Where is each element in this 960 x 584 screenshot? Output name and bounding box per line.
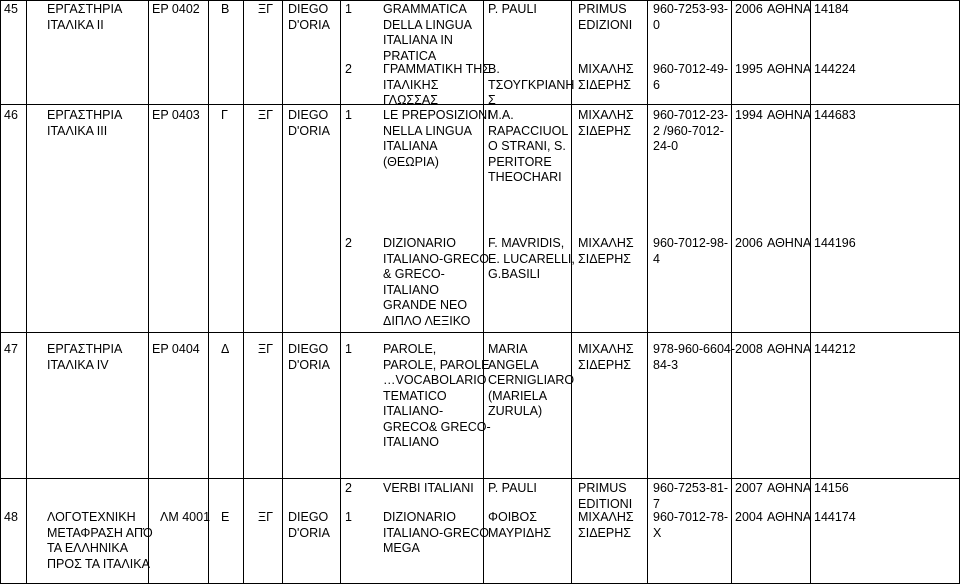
book-city: ΑΘΗΝΑ: [767, 236, 812, 250]
column-divider: [26, 0, 27, 584]
column-divider: [340, 0, 341, 584]
course-type: ΞΓ: [258, 2, 274, 16]
book-author: F. MAVRIDIS, E. LUCARELLI, G.BASILI: [488, 236, 575, 281]
book-author: P. PAULI: [488, 481, 537, 495]
book-title: DIZIONARIO ITALIANO-GRECO & GRECO- ITALIANO GRANDE NEO ΔΙΠΛΟ ΛΕΞΙΚΟ: [383, 236, 490, 328]
book-number: 1: [345, 108, 352, 122]
course-type: ΞΓ: [258, 510, 274, 524]
book-isbn: 960-7012-49- 6: [653, 62, 729, 92]
book-year: 2007: [735, 481, 763, 495]
book-number: 1: [345, 2, 352, 16]
book-publisher: PRIMUS EDITIONI: [578, 481, 633, 511]
book-publisher: PRIMUS EDIZIONI: [578, 2, 633, 32]
course-type: ΞΓ: [258, 342, 274, 356]
book-isbn: 960-7253-93- 0: [653, 2, 729, 32]
book-number: 2: [345, 236, 352, 250]
course-title: ΕΡΓΑΣΤΗΡΙΑ ΙΤΑΛΙΚΑ ΙΙΙ: [47, 108, 123, 138]
course-semester: Ε: [221, 510, 230, 524]
book-id: 144212: [814, 342, 856, 356]
book-publisher: ΜΙΧΑΛΗΣ ΣΙΔΕΡΗΣ: [578, 62, 634, 92]
course-teacher: DIEGO D'ORIA: [288, 510, 330, 540]
book-number: 1: [345, 510, 352, 524]
book-year: 2004: [735, 510, 763, 524]
row-divider: [0, 0, 960, 1]
course-teacher: DIEGO D'ORIA: [288, 2, 330, 32]
course-number: 48: [4, 510, 18, 524]
book-isbn: 960-7012-98- 4: [653, 236, 729, 266]
course-type: ΞΓ: [258, 108, 274, 122]
book-year: 1995: [735, 62, 763, 76]
column-divider: [647, 0, 648, 584]
row-divider: [0, 332, 960, 333]
course-semester: Β: [221, 2, 230, 16]
book-number: 2: [345, 62, 352, 76]
book-city: ΑΘΗΝΑ: [767, 342, 812, 356]
column-divider: [208, 0, 209, 584]
book-year: 2006: [735, 2, 763, 16]
book-city: ΑΘΗΝΑ: [767, 62, 812, 76]
book-title: GRAMMATICA DELLA LINGUA ITALIANA IN PRATICA: [383, 2, 472, 63]
book-title: PAROLE, PAROLE, PAROLE …VOCABOLARIO TEMATICO ITALIANO- GRECO& GRECO- ITALIANO: [383, 342, 491, 449]
book-number: 2: [345, 481, 352, 495]
course-teacher: DIEGO D'ORIA: [288, 108, 330, 138]
book-city: ΑΘΗΝΑ: [767, 510, 812, 524]
book-isbn: 960-7012-23- 2 /960-7012- 24-0: [653, 108, 729, 153]
book-author: MARIA ANGELA CERNIGLIARO (MARIELA ZURULA): [488, 342, 575, 418]
course-code: ΕΡ 0402: [152, 2, 200, 16]
book-year: 2008: [735, 342, 763, 356]
book-publisher: ΜΙΧΑΛΗΣ ΣΙΔΕΡΗΣ: [578, 108, 634, 138]
book-id: 14184: [814, 2, 849, 16]
book-city: ΑΘΗΝΑ: [767, 2, 812, 16]
book-author: ΦΟΙΒΟΣ ΜΑΥΡΙΔΗΣ: [488, 510, 552, 540]
course-title: ΕΡΓΑΣΤΗΡΙΑ ΙΤΑΛΙΚΑ ΙΙ: [47, 2, 123, 32]
book-isbn: 960-7012-78- X: [653, 510, 729, 540]
book-number: 1: [345, 342, 352, 356]
book-year: 1994: [735, 108, 763, 122]
book-id: 14156: [814, 481, 849, 495]
book-id: 144174: [814, 510, 856, 524]
course-semester: Δ: [221, 342, 230, 356]
column-divider: [731, 0, 732, 584]
course-semester: Γ: [221, 108, 228, 122]
book-publisher: ΜΙΧΑΛΗΣ ΣΙΔΕΡΗΣ: [578, 342, 634, 372]
course-number: 45: [4, 2, 18, 16]
column-divider: [0, 0, 1, 584]
course-title: ΕΡΓΑΣΤΗΡΙΑ ΙΤΑΛΙΚΑ IV: [47, 342, 123, 372]
column-divider: [243, 0, 244, 584]
book-city: ΑΘΗΝΑ: [767, 108, 812, 122]
course-code: ΕΡ 0404: [152, 342, 200, 356]
course-number: 46: [4, 108, 18, 122]
book-publisher: ΜΙΧΑΛΗΣ ΣΙΔΕΡΗΣ: [578, 236, 634, 266]
book-publisher: ΜΙΧΑΛΗΣ ΣΙΔΕΡΗΣ: [578, 510, 634, 540]
book-title: LE PREPOSIZIONI NELLA LINGUA ITALIANA (ΘΕΩΡΙΑ): [383, 108, 491, 169]
course-number: 47: [4, 342, 18, 356]
column-divider: [148, 0, 149, 584]
book-title: DIZIONARIO ITALIANO-GRECO MEGA: [383, 510, 490, 555]
book-author: Β. ΤΣΟΥΓΚΡΙΑΝΗ Σ: [488, 62, 575, 107]
course-code: ΕΡ 0403: [152, 108, 200, 122]
course-code: ΛΜ 4001: [160, 510, 211, 524]
book-author: P. PAULI: [488, 2, 537, 16]
book-city: ΑΘΗΝΑ: [767, 481, 812, 495]
book-title: ΓΡΑΜΜΑΤΙΚΗ ΤΗΣ ΙΤΑΛΙΚΗΣ ΓΛΩΣΣΑΣ: [383, 62, 490, 107]
course-title: ΛΟΓΟΤΕΧΝΙΚΗ ΜΕΤΑΦΡΑΣΗ ΑΠΌ ΤΑ ΕΛΛΗΝΙΚΑ ΠΡΟΣ ΤΑ ΙΤΑΛΙΚΑ: [47, 510, 153, 571]
column-divider: [282, 0, 283, 584]
book-year: 2006: [735, 236, 763, 250]
course-teacher: DIEGO D'ORIA: [288, 342, 330, 372]
book-id: 144224: [814, 62, 856, 76]
book-id: 144196: [814, 236, 856, 250]
book-author: M.A. RAPACCIUOL O STRANI, S. PERITORE THEOCHARI: [488, 108, 569, 184]
book-id: 144683: [814, 108, 856, 122]
row-divider: [0, 478, 960, 479]
book-isbn: 960-7253-81- 7: [653, 481, 729, 511]
book-isbn: 978-960-6604- 84-3: [653, 342, 736, 372]
book-title: VERBI ITALIANI: [383, 481, 474, 495]
